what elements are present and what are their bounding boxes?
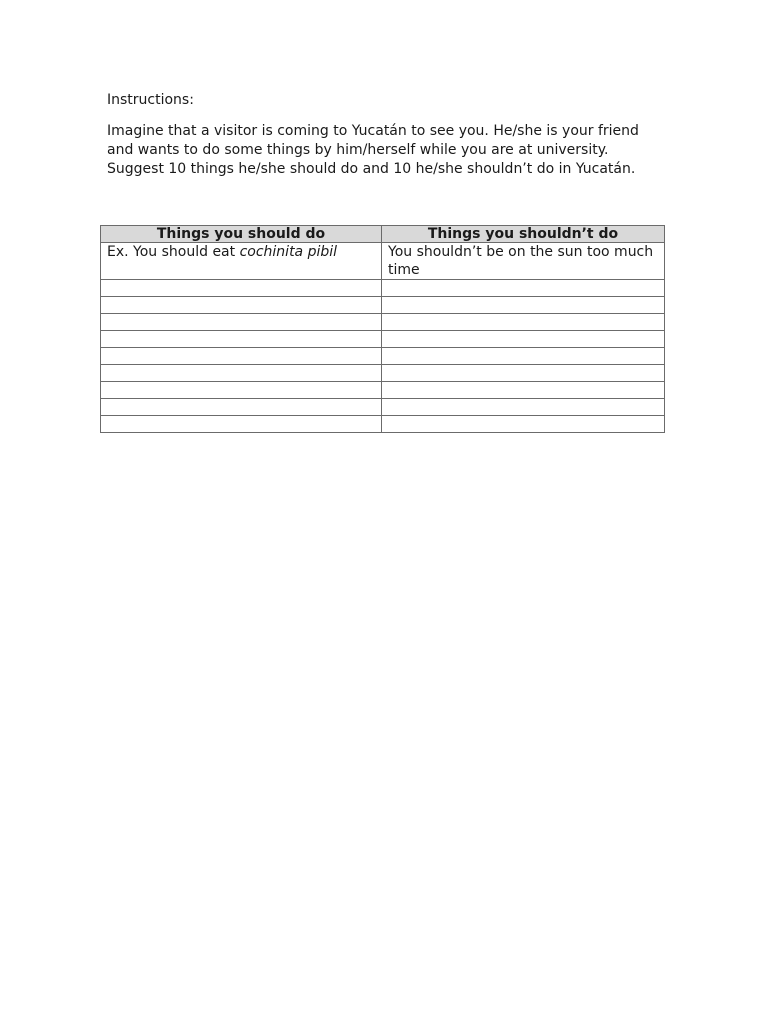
instructions-heading: Instructions: bbox=[107, 92, 194, 108]
shouldnt-answer-cell[interactable] bbox=[382, 297, 665, 314]
shouldnt-answer-cell[interactable] bbox=[382, 399, 665, 416]
instructions-line: and wants to do some things by him/herself while you are at university. bbox=[107, 142, 609, 158]
instructions-line: Imagine that a visitor is coming to Yucatán to see you. He/she is your friend bbox=[107, 123, 639, 139]
table-row bbox=[101, 314, 665, 331]
should-answer-cell[interactable] bbox=[101, 416, 382, 433]
table-row bbox=[101, 297, 665, 314]
should-answer-cell[interactable] bbox=[101, 297, 382, 314]
shouldnt-answer-cell[interactable] bbox=[382, 416, 665, 433]
should-answer-cell[interactable] bbox=[101, 331, 382, 348]
table-row-example bbox=[101, 243, 665, 280]
instructions-text bbox=[107, 122, 667, 179]
table-row bbox=[101, 416, 665, 433]
table-row bbox=[101, 382, 665, 399]
column-header-should: Things you should do bbox=[101, 226, 382, 243]
shouldnt-answer-cell[interactable] bbox=[382, 331, 665, 348]
example-shouldnt-cell[interactable]: You shouldn’t be on the sun too much time bbox=[382, 243, 665, 280]
table-row bbox=[101, 280, 665, 297]
shouldnt-answer-cell[interactable] bbox=[382, 280, 665, 297]
column-header-shouldnt: Things you shouldn’t do bbox=[382, 226, 665, 243]
should-answer-cell[interactable] bbox=[101, 314, 382, 331]
example-should-cell[interactable] bbox=[101, 243, 382, 280]
should-answer-cell[interactable] bbox=[101, 280, 382, 297]
table-row bbox=[101, 348, 665, 365]
table-row bbox=[101, 399, 665, 416]
worksheet-table bbox=[100, 225, 665, 433]
shouldnt-answer-cell[interactable] bbox=[382, 314, 665, 331]
should-answer-cell[interactable] bbox=[101, 348, 382, 365]
shouldnt-answer-cell[interactable] bbox=[382, 348, 665, 365]
shouldnt-answer-cell[interactable] bbox=[382, 365, 665, 382]
instructions-line: Suggest 10 things he/she should do and 10 he/she shouldn’t do in Yucatán. bbox=[107, 161, 636, 177]
should-answer-cell[interactable] bbox=[101, 365, 382, 382]
table-row bbox=[101, 365, 665, 382]
example-should-prefix: Ex. You should eat bbox=[107, 244, 240, 260]
should-answer-cell[interactable] bbox=[101, 382, 382, 399]
example-should-dish: cochinita pibil bbox=[239, 244, 338, 260]
table-header-row bbox=[101, 226, 665, 243]
should-answer-cell[interactable] bbox=[101, 399, 382, 416]
shouldnt-answer-cell[interactable] bbox=[382, 382, 665, 399]
table-row bbox=[101, 331, 665, 348]
